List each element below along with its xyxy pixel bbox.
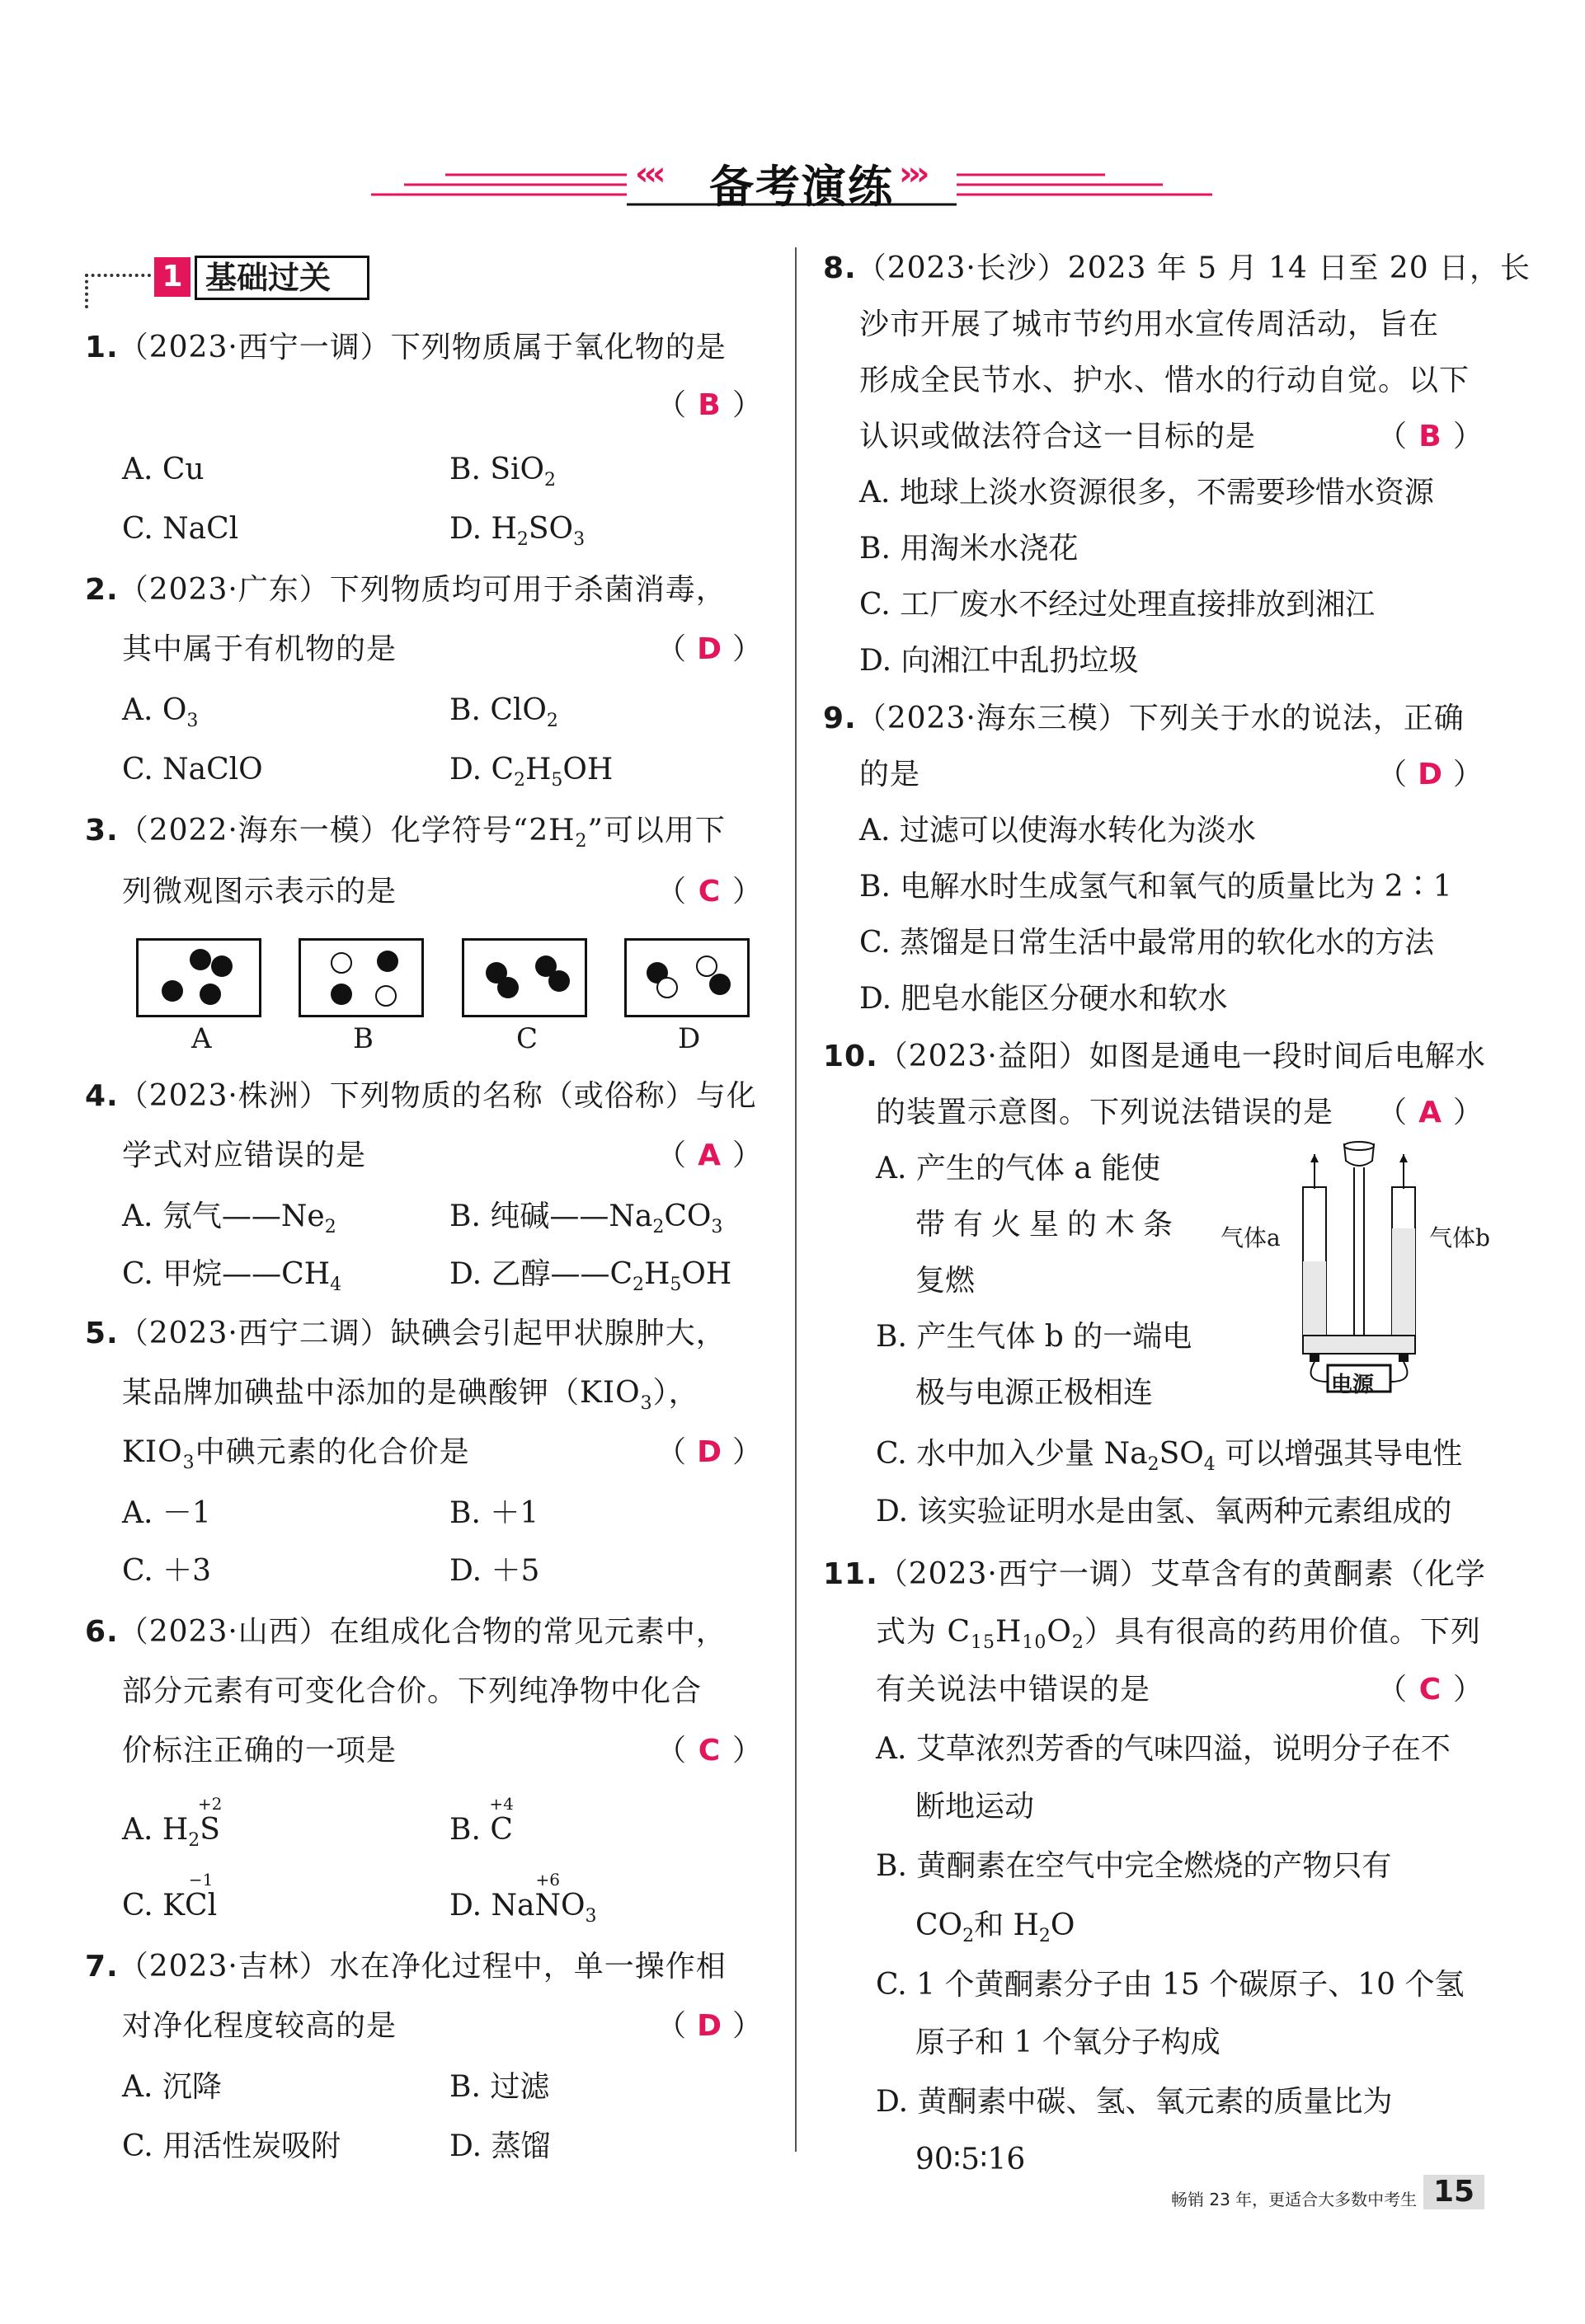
diagram-label-c: C [516,1022,539,1055]
option-d: D. $H_2SO_3$ [449,512,586,550]
option-d: D. ＋5 [449,1554,540,1588]
option-a: A. $H_2$ +2 S [122,1794,223,1851]
diagram-label-a: A [191,1022,212,1055]
option-c: C. 水中加入少量 $Na_2SO_4$ 可以增强其导电性 [876,1437,1463,1475]
option-a: A. 过滤可以使海水转化为淡水 [859,814,1256,847]
option-a: A. 氖气$——Ne_2$ [122,1200,336,1237]
answer-1: （ B ） [656,388,763,422]
power-label: 电源 [1331,1373,1375,1397]
page-number: 15 [1423,2175,1484,2209]
answer-3: （ C ） [656,875,763,908]
right-arrows: ››› [899,155,925,193]
option-a: A. $O_3$ [122,693,199,731]
option-b: B. 过滤 [449,2070,550,2104]
answer-7: （ D ） [656,2009,763,2043]
section-number-badge: 1 [154,257,190,297]
option-c: C. 甲烷$——CH_4$ [122,1257,342,1295]
option-c: C. ＋3 [122,1554,212,1588]
answer-2: （ D ） [656,632,763,666]
section-title: 基础过关 [195,256,369,300]
option-a: A. 艾草浓烈芳香的气味四溢，说明分子在不 [876,1732,1451,1766]
option-d: D. 黄酮素中碳、氢、氧元素的质量比为 [876,2085,1393,2119]
option-c: C. 1 个黄酮素分子由 15 个碳原子、10 个氢 [876,1968,1465,2002]
diagram-b [299,938,424,1017]
option-b: B. 黄酮素在空气中完全燃烧的产物只有 [876,1849,1392,1883]
left-arrows: ‹‹‹ [635,155,661,193]
answer-8: （ B ） [1377,420,1484,453]
gas-a-label: 气体a [1220,1224,1281,1251]
option-c: C. 工厂废水不经过处理直接排放到湘江 [859,588,1376,622]
answer-4: （ A ） [656,1139,763,1172]
electrolysis-apparatus [1220,1138,1501,1393]
diagram-d [624,938,750,1017]
answer-11: （ C ） [1377,1673,1484,1707]
option-a: A. Cu [122,453,205,486]
option-b: B. 产生气体 b 的一端电 [876,1320,1192,1354]
option-d: D. Na +6 $NO_3$ [449,1870,597,1927]
option-b: B. 纯碱$——Na_2CO_3$ [449,1200,723,1237]
option-d: D. 向湘江中乱扔垃圾 [859,644,1139,678]
answer-9: （ D ） [1377,758,1484,791]
page-title: 备考演练 [709,161,894,213]
diagram-a [136,938,261,1017]
option-b: B. ClO$_2$ [449,693,558,731]
option-c: C. K −1 Cl [122,1870,218,1923]
option-c: C. NaCl [122,512,239,546]
answer-5: （ D ） [656,1435,763,1469]
option-b: B. 用淘米水浇花 [859,532,1079,566]
option-d: D. 肥皂水能区分硬水和软水 [859,982,1228,1016]
footer-slogan: 畅销 23 年，更适合大多数中考生 [1171,2190,1418,2209]
option-a: A. 地球上淡水资源很多，不需要珍惜水资源 [859,476,1434,509]
option-b: B. ＋1 [449,1496,539,1530]
option-b: B. SiO$_2$ [449,453,557,491]
option-d: D. $C_2H_5OH$ [449,753,614,791]
option-b: B. +4 C [449,1794,514,1847]
answer-10: （ A ） [1377,1096,1484,1129]
option-c: C. 蒸馏是日常生活中最常用的软化水的方法 [859,926,1435,960]
column-divider [795,247,797,2152]
option-b: B. 电解水时生成氢气和氧气的质量比为 2∶1 [859,870,1452,904]
option-d: D. 该实验证明水是由氢、氧两种元素组成的 [876,1495,1452,1528]
option-a: A. －1 [122,1496,211,1530]
diagram-label-d: D [678,1022,701,1055]
diagram-label-b: B [353,1022,374,1055]
answer-6: （ C ） [656,1734,763,1768]
gas-b-label: 气体b [1429,1224,1490,1251]
option-d: D. 乙醇$——C_2H_5OH$ [449,1257,732,1295]
option-c: C. 用活性炭吸附 [122,2129,341,2163]
option-d: D. 蒸馏 [449,2129,551,2163]
option-a: A. 沉降 [122,2070,222,2104]
option-a: A. 产生的气体 a 能使 [876,1152,1161,1185]
diagram-c [462,938,587,1017]
option-c: C. NaClO [122,753,263,786]
